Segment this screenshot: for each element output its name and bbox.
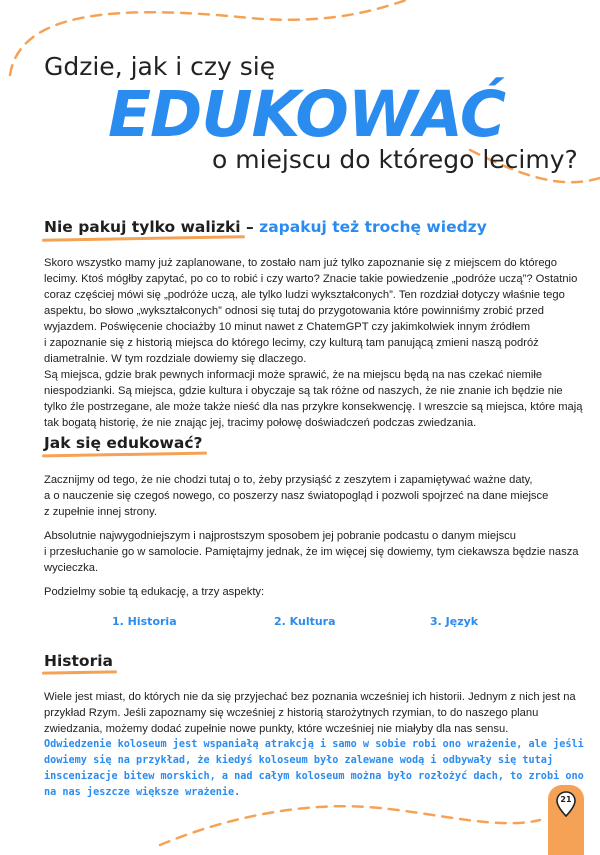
- text-line: aspektu, bo słowo „wykształconych” odnosi się tutaj do przygotowania które powinniśmy zrobić przed: [44, 305, 544, 317]
- aspect-language: 3. Język: [430, 615, 479, 628]
- title-line-3: o miejscu do którego lecimy?: [212, 145, 578, 174]
- section-heading-pack: [44, 218, 487, 236]
- highlight-line: dowiemy się na przykład, że kiedyś koloseum było zalewane wodą i odbywały się tutaj: [44, 755, 554, 766]
- text-line: Są miejsca, gdzie brak pewnych informacji może sprawić, że na miejscu będą na nas czekać niemiłe: [44, 369, 543, 381]
- text-line: tak bogatą historię, że nie znając jej, tracimy połowę doświadczeń podczas zwiedzania.: [44, 417, 477, 429]
- aspects-list: [0, 615, 600, 631]
- title-line-1: Gdzie, jak i czy się: [44, 52, 276, 81]
- highlight-line: na nas jeszcze większe wrażenie.: [44, 787, 241, 798]
- heading-text: Historia: [44, 652, 113, 670]
- highlight-line: Odwiedzenie koloseum jest wspaniałą atrakcją i samo w sobie robi ono wrażenie, ale jeśli: [44, 739, 584, 750]
- text-line: i przesłuchanie go w samolocie. Pamiętajmy jednak, że im więcej się dowiemy, tym ciekawsza będzie nasza: [44, 546, 579, 558]
- heading-part-2: zapakuj też trochę wiedzy: [259, 218, 487, 236]
- highlight-line: inscenizacje bitew morskich, a nad całym koloseum można było rozłożyć dach, to zrobi ono: [44, 771, 584, 782]
- aspect-history: 1. Historia: [112, 615, 177, 628]
- text-line: diametralnie. W tym rozdziale dowiemy się dlaczego.: [44, 353, 307, 365]
- text-line: coraz częściej mówi się „podróże uczą, ale tylko ludzi wykształconych”. Ten rozdział dotyczy właśnie tego: [44, 289, 565, 301]
- text-line: z zupełnie innej strony.: [44, 506, 157, 518]
- paragraph-how-1: [44, 472, 564, 520]
- text-line: a o nauczenie się czegoś nowego, co poszerzy nasz światopogląd i pozwoli spojrzeć na dane miejsce: [44, 490, 549, 502]
- text-line: wyjazdem. Poświęcenie chociażby 10 minut nawet z ChatemGPT czy jakimkolwiek innym źródłem: [44, 321, 531, 333]
- text-line: lecimy. Ktoś mógłby zapytać, po co to robić i czy warto? Znacie takie powiedzenie „podróże uczą”? Ostatnio: [44, 273, 578, 285]
- text-line: przykład Rzym. Jeśli zapoznamy się wcześniej z historią starożytnych rzymian, to do naszego planu: [44, 707, 539, 719]
- section-heading-how: [44, 434, 203, 452]
- text-line: Podzielmy sobie tą edukację, a trzy aspekty:: [44, 586, 265, 598]
- text-line: tylko źle postrzegane, ale może także nieść dla nas przykre konsekwencję. I wreszcie są miejsca, które mają: [44, 401, 583, 413]
- title-main-word: EDUKOWAĆ: [108, 78, 506, 151]
- heading-text: Jak się edukować?: [44, 434, 203, 452]
- text-line: zwiedzania, możemy dodać zupełnie nowe punkty, które wcześniej nie miałyby dla nas sensu.: [44, 723, 509, 735]
- page-number: 21: [560, 795, 572, 804]
- text-line: Zacznijmy od tego, że nie chodzi tutaj o to, żeby przysiąść z zeszytem i zapamiętywać ważne daty,: [44, 474, 533, 486]
- heading-dash: –: [240, 218, 260, 236]
- text-line: Skoro wszystko mamy już zaplanowane, to zostało nam już tylko zapoznanie się z miejscem do którego: [44, 257, 557, 269]
- heading-part-1: Nie pakuj tylko walizki: [44, 218, 241, 236]
- paragraph-intro-2: [44, 367, 583, 431]
- text-line: niespodzianki. Są miejsca, gdzie kultura i obyczaje są tak różne od naszych, że nie znanie ich będzie nie: [44, 385, 563, 397]
- text-line: Wiele jest miast, do których nie da się przyjechać bez poznania wcześniej ich historii. Jednym z nich jest na: [44, 691, 576, 703]
- text-line: i zapoznanie się z historią miejsca do którego lecimy, czy kulturą tam panującą zmieni naszą podróż: [44, 337, 539, 349]
- aspect-culture: 2. Kultura: [274, 615, 336, 628]
- paragraph-how-3: [44, 584, 564, 600]
- paragraph-intro-1: [44, 255, 578, 367]
- paragraph-how-2: [44, 528, 579, 576]
- text-line: Absolutnie najwygodniejszym i najprostszym sposobem jej pobranie podcastu o danym miejscu: [44, 530, 516, 542]
- section-heading-history: [44, 652, 113, 670]
- text-line: wycieczka.: [44, 562, 99, 574]
